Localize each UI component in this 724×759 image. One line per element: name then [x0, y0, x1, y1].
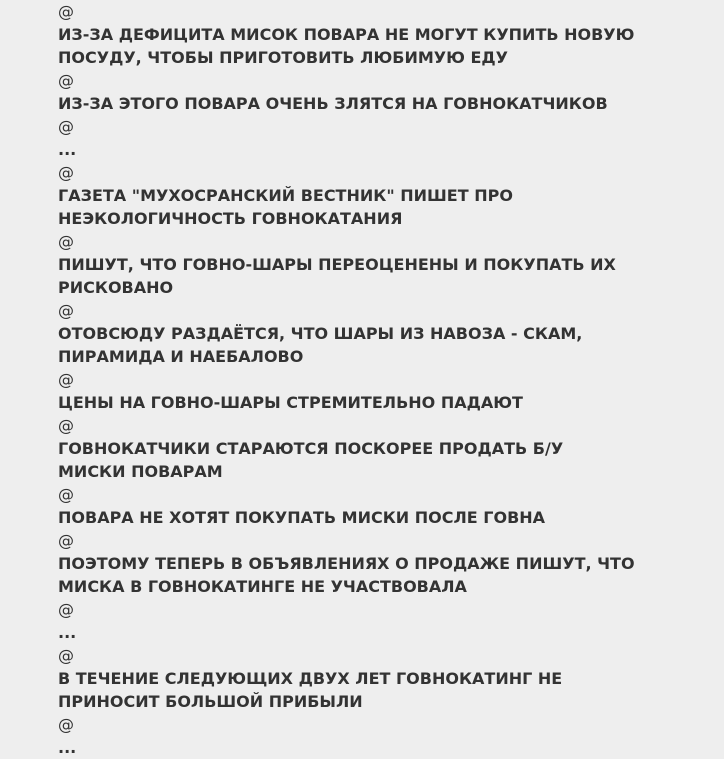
text-line: ПОЭТОМУ ТЕПЕРЬ В ОБЪЯВЛЕНИЯХ О ПРОДАЖЕ ПИШУТ, ЧТО — [58, 554, 635, 573]
at-marker: @ — [58, 600, 74, 619]
at-marker: @ — [58, 232, 74, 251]
text-line: ГАЗЕТА "МУХОСРАНСКИЙ ВЕСТНИК" ПИШЕТ ПРО — [58, 186, 513, 205]
at-marker: @ — [58, 370, 74, 389]
at-marker: @ — [58, 301, 74, 320]
text-line: ПИРАМИДА И НАЕБАЛОВО — [58, 347, 304, 366]
at-marker: @ — [58, 2, 74, 21]
text-line: ИЗ-ЗА ЭТОГО ПОВАРА ОЧЕНЬ ЗЛЯТСЯ НА ГОВНОКАТЧИКОВ — [58, 94, 608, 113]
at-marker: @ — [58, 646, 74, 665]
text-line: ИЗ-ЗА ДЕФИЦИТА МИСОК ПОВАРА НЕ МОГУТ КУПИТЬ НОВУЮ — [58, 25, 635, 44]
at-marker: @ — [58, 485, 74, 504]
text-line: ОТОВСЮДУ РАЗДАЁТСЯ, ЧТО ШАРЫ ИЗ НАВОЗА - СКАМ, — [58, 324, 583, 343]
text-line: МИСКИ ПОВАРАМ — [58, 462, 223, 481]
text-line: ЦЕНЫ НА ГОВНО-ШАРЫ СТРЕМИТЕЛЬНО ПАДАЮТ — [58, 393, 523, 412]
text-line: ПОВАРА НЕ ХОТЯТ ПОКУПАТЬ МИСКИ ПОСЛЕ ГОВНА — [58, 508, 546, 527]
post-text — [58, 0, 708, 759]
ellipsis: ... — [58, 140, 77, 159]
at-marker: @ — [58, 416, 74, 435]
at-marker: @ — [58, 531, 74, 550]
text-line: ПРИНОСИТ БОЛЬШОЙ ПРИБЫЛИ — [58, 692, 363, 711]
text-line: МИСКА В ГОВНОКАТИНГЕ НЕ УЧАСТВОВАЛА — [58, 577, 467, 596]
text-line: ГОВНОКАТЧИКИ СТАРАЮТСЯ ПОСКОРЕЕ ПРОДАТЬ Б/У — [58, 439, 564, 458]
at-marker: @ — [58, 715, 74, 734]
ellipsis: ... — [58, 623, 77, 642]
ellipsis: ... — [58, 738, 77, 757]
at-marker: @ — [58, 163, 74, 182]
text-line: ПИШУТ, ЧТО ГОВНО-ШАРЫ ПЕРЕОЦЕНЕНЫ И ПОКУПАТЬ ИХ — [58, 255, 616, 274]
text-line: НЕЭКОЛОГИЧНОСТЬ ГОВНОКАТАНИЯ — [58, 209, 403, 228]
text-line: В ТЕЧЕНИЕ СЛЕДУЮЩИХ ДВУХ ЛЕТ ГОВНОКАТИНГ НЕ — [58, 669, 563, 688]
text-line: ПОСУДУ, ЧТОБЫ ПРИГОТОВИТЬ ЛЮБИМУЮ ЕДУ — [58, 48, 508, 67]
text-line: РИСКОВАНО — [58, 278, 174, 297]
at-marker: @ — [58, 117, 74, 136]
at-marker: @ — [58, 71, 74, 90]
